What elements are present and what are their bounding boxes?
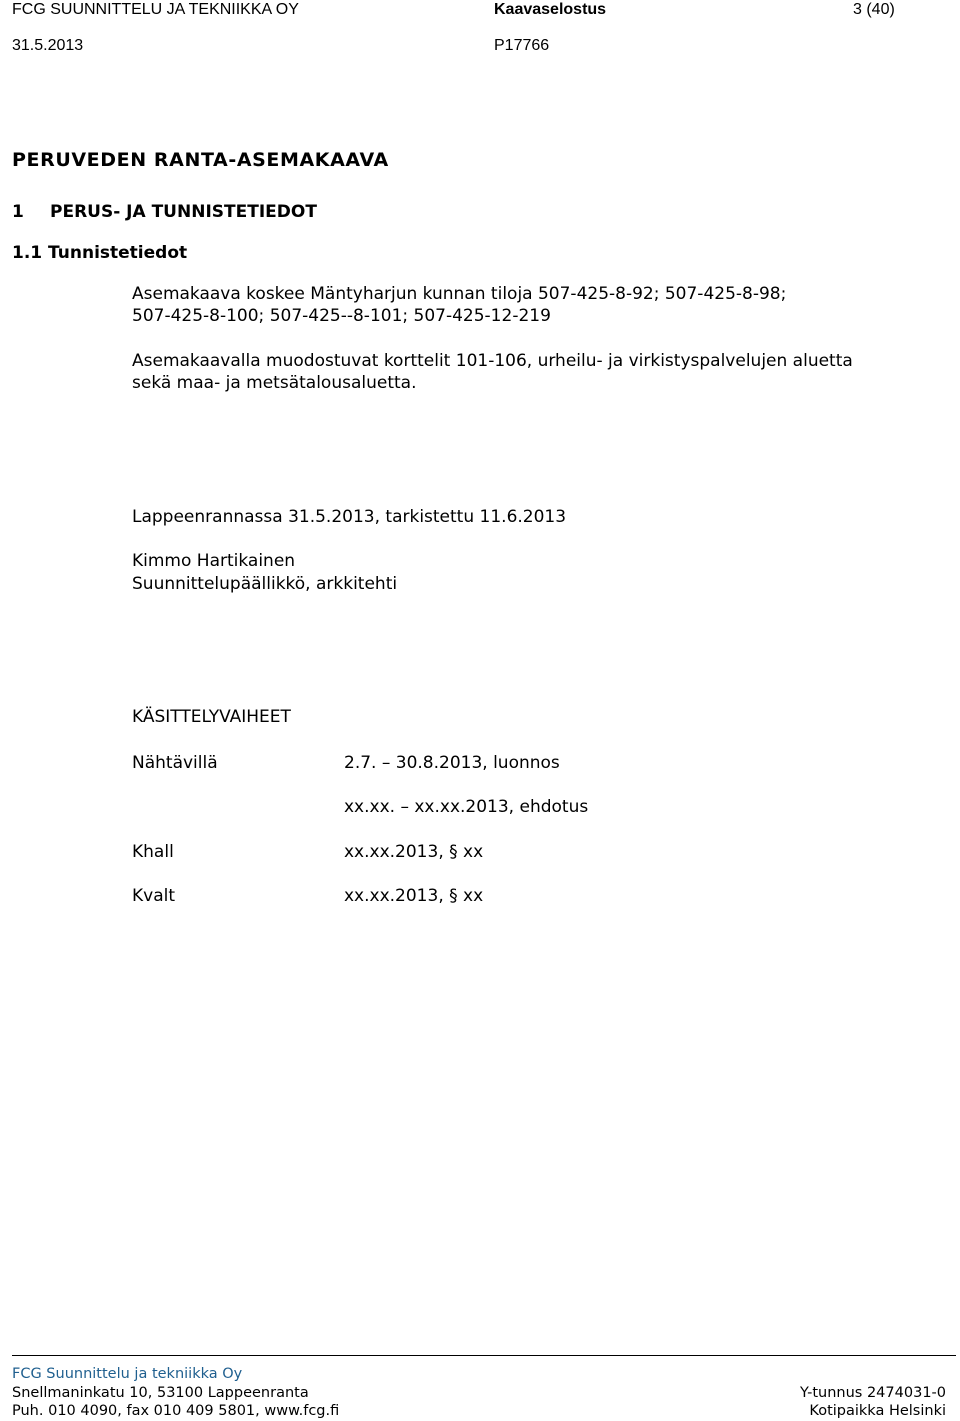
paragraph-1-line-2: 507-425-8-100; 507-425--8-101; 507-425-12-219 [132,306,551,326]
footer-domicile: Kotipaikka Helsinki [809,1403,946,1419]
section-1-title: PERUS- JA TUNNISTETIEDOT [50,202,317,222]
footer-contact: Puh. 010 4090, fax 010 409 5801, www.fcg.fi [12,1403,340,1419]
paragraph-2-line-2: sekä maa- ja metsätalousaluetta. [132,373,417,393]
signature-name: Kimmo Hartikainen [132,551,296,571]
section-1-1-heading: 1.1 Tunnistetiedot [12,243,188,263]
header-project-number: P17766 [494,37,550,54]
paragraph-2-line-1: Asemakaavalla muodostuvat korttelit 101-106, urheilu- ja virkistyspalvelujen aluetta [132,351,853,371]
phase-row-4-value: xx.xx.2013, § xx [344,886,484,906]
phase-row-3-label: Khall [132,842,174,862]
header-company: FCG SUUNNITTELU JA TEKNIIKKA OY [12,1,299,18]
section-1-heading [12,201,317,223]
header-page-number: 3 (40) [853,1,895,18]
phase-row-1-value: 2.7. – 30.8.2013, luonnos [344,753,560,773]
footer-divider [12,1355,956,1356]
phase-row-3-value: xx.xx.2013, § xx [344,842,484,862]
signature-place-date: Lappeenrannassa 31.5.2013, tarkistettu 11.6.2013 [132,507,567,527]
phase-row-1-label: Nähtävillä [132,753,218,773]
paragraph-1-line-1: Asemakaava koskee Mäntyharjun kunnan tiloja 507-425-8-92; 507-425-8-98; [132,284,787,304]
section-1-number: 1 [12,202,24,222]
identification-paragraph-2 [132,350,853,394]
header-date: 31.5.2013 [12,37,84,54]
footer-company: FCG Suunnittelu ja tekniikka Oy [12,1366,243,1382]
phase-row-4-label: Kvalt [132,886,176,906]
identification-paragraph-1 [132,283,786,327]
header-doc-type: Kaavaselostus [494,1,607,18]
signature-role: Suunnittelupäällikkö, arkkitehti [132,574,398,594]
document-title: PERUVEDEN RANTA-ASEMAKAAVA [12,149,389,171]
footer-address: Snellmaninkatu 10, 53100 Lappeenranta [12,1385,309,1401]
footer-business-id: Y-tunnus 2474031-0 [799,1385,946,1401]
phase-row-2-value: xx.xx. – xx.xx.2013, ehdotus [344,797,589,817]
phases-heading: KÄSITTELYVAIHEET [132,707,291,727]
